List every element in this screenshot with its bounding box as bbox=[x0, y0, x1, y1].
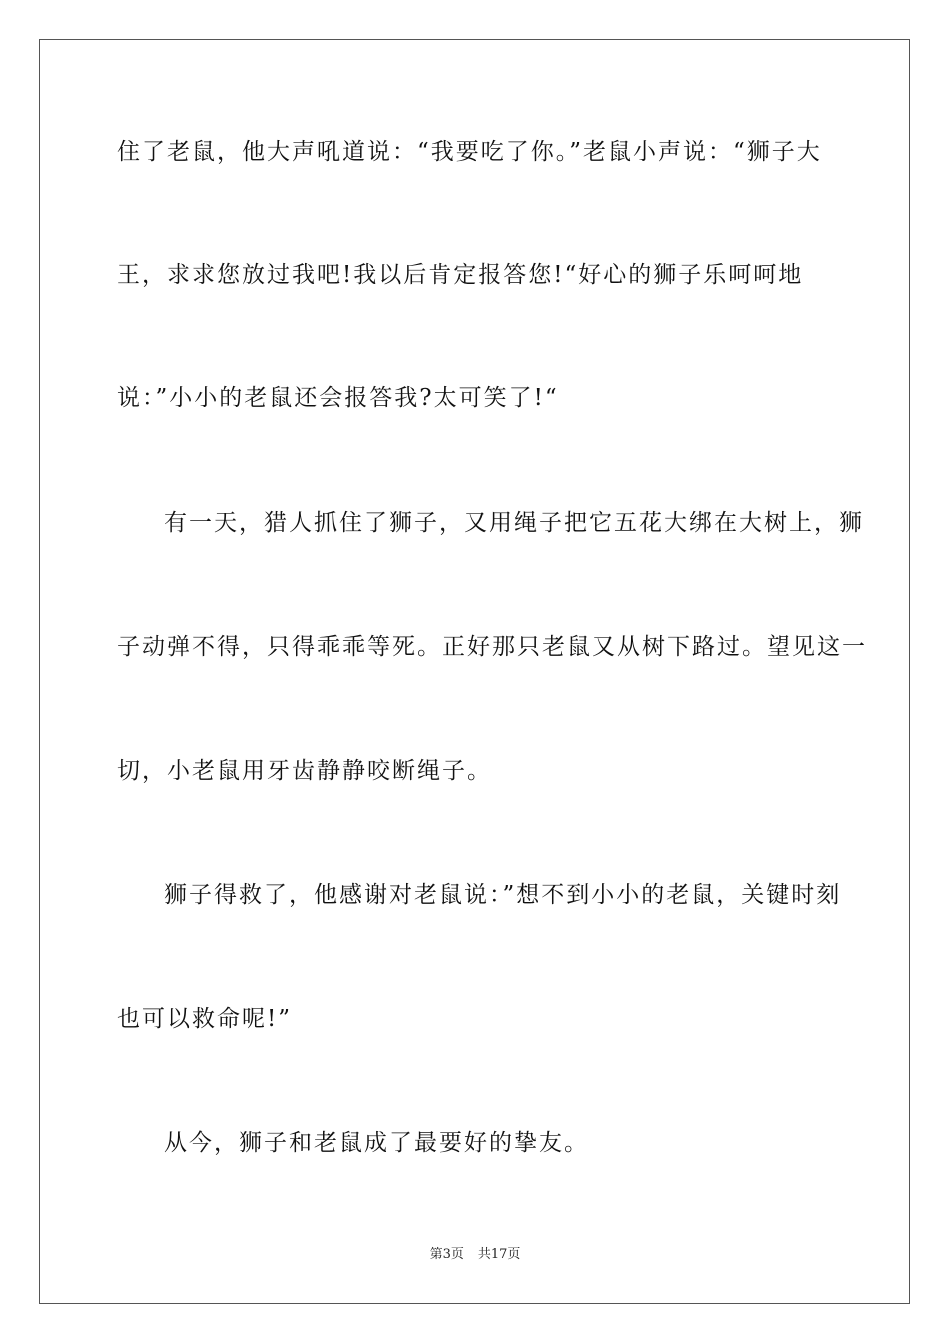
page-frame bbox=[39, 39, 910, 1304]
text-line-6: 切，小老鼠用牙齿静静咬断绳子。 bbox=[117, 758, 492, 784]
paragraph-start-1: 有一天，猎人抓住了狮子，又用绳子把它五花大绑在大树上，狮 bbox=[164, 510, 864, 536]
page-footer bbox=[0, 1246, 950, 1264]
text-line-1: 住了老鼠，他大声吼道说：“我要吃了你。”老鼠小声说：“狮子大 bbox=[117, 139, 822, 165]
text-line-5: 子动弹不得，只得乖乖等死。正好那只老鼠又从树下路过。望见这一 bbox=[117, 634, 867, 660]
text-line-2: 王，求求您放过我吧!我以后肯定报答您!“好心的狮子乐呵呵地 bbox=[117, 262, 804, 288]
page-number: 第3页 bbox=[429, 1247, 464, 1262]
text-line-3: 说：”小小的老鼠还会报答我?太可笑了!“ bbox=[117, 385, 559, 411]
text-line-8: 也可以救命呢!” bbox=[117, 1006, 293, 1032]
paragraph-start-2: 狮子得救了，他感谢对老鼠说：”想不到小小的老鼠，关键时刻 bbox=[164, 882, 842, 908]
paragraph-start-3: 从今，狮子和老鼠成了最要好的挚友。 bbox=[164, 1130, 589, 1156]
page-total: 共17页 bbox=[477, 1247, 521, 1262]
